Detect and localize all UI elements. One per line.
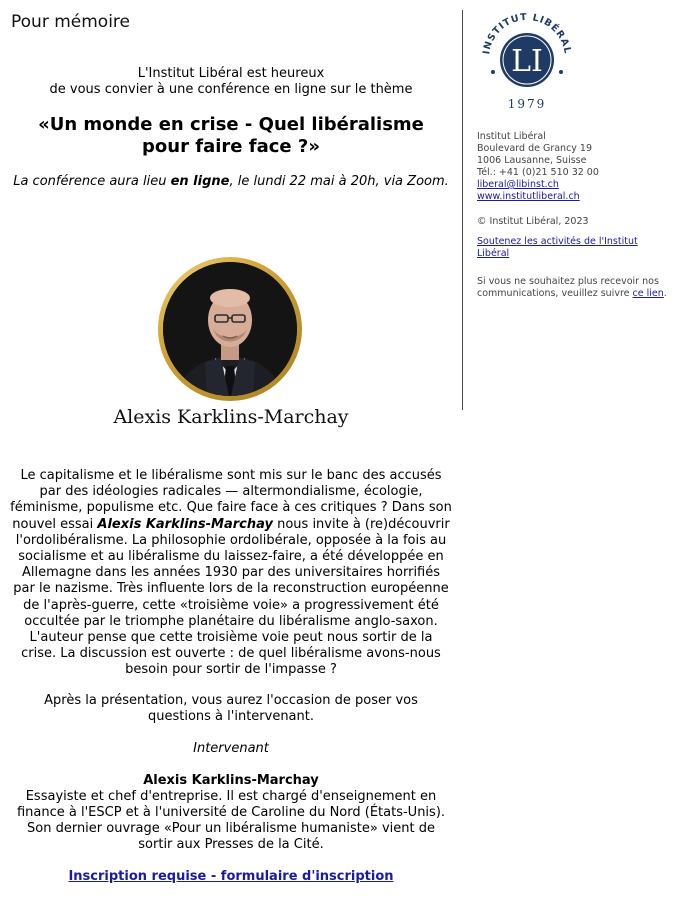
registration xyxy=(0,869,462,884)
speaker-photo-icon xyxy=(163,262,297,396)
unsubscribe-end: . xyxy=(663,288,667,299)
intro-text xyxy=(0,66,462,98)
event-date-line xyxy=(0,174,462,189)
intro-line-1: L'Institut Libéral est heureux xyxy=(137,66,325,81)
event-title-line-1: «Un monde en crise - Quel libéralisme xyxy=(38,114,424,135)
phone: Tél.: +41 (0)21 510 32 00 xyxy=(477,167,599,178)
logo-monogram: LI xyxy=(511,44,543,79)
qa-note-line-1: Après la présentation, vous aurez l'occasion de poser vos xyxy=(44,693,418,708)
intro-line-2: de vous convier à une conférence en ligne sur le thème xyxy=(49,82,413,97)
event-title xyxy=(0,114,462,158)
speaker-signature: Alexis Karklins-Marchay xyxy=(113,406,349,428)
speaker-bio-line-3: Son dernier ouvrage «Pour un libéralisme humaniste» vient de xyxy=(27,821,435,836)
speaker-bio-line-2: finance à l'ESCP et à l'université de Caroline du Nord (États-Unis). xyxy=(16,805,446,820)
event-date-online: en ligne xyxy=(170,174,230,189)
unsubscribe-note xyxy=(477,276,667,300)
email-link[interactable]: liberal@libinst.ch xyxy=(477,179,559,190)
speaker-portrait-frame xyxy=(158,257,302,401)
copyright: © Institut Libéral, 2023 xyxy=(477,216,589,227)
event-date-text-2: , le lundi 22 mai à 20h, via Zoom. xyxy=(229,174,449,189)
section-title: Pour mémoire xyxy=(11,12,130,32)
support-link[interactable]: Soutenez les activités de l'Institut Libéral xyxy=(477,236,638,259)
contact-address xyxy=(477,131,687,203)
speaker-name: Alexis Karklins-Marchay xyxy=(143,773,319,788)
qa-note xyxy=(0,693,462,725)
speaker-bio xyxy=(0,773,462,853)
event-date-text-1: La conférence aura lieu xyxy=(13,174,171,189)
city: 1006 Lausanne, Suisse xyxy=(477,155,587,166)
org-name: Institut Libéral xyxy=(477,131,546,142)
description-part-2: nous invite à (re)découvrir l'ordolibéralisme. La philosophie ordolibérale, opposée à la fois au socialisme et au libéralisme du laissez-faire, a été développée en Allemagne dans les années 1930 par des universitaires horrifiés par le nazisme. Très influente lors de la reconstruction européenne de l'après-guerre, cette «troisième voie» a progressivement été occultée par le triomphe planétaire du libéralisme anglo-saxon. L'auteur pense que cette troisième voie peut nous sortir de la crise. La discussion est ouverte : de quel libéralisme avons-nous besoin pour sortir de l'impasse ? xyxy=(13,516,450,678)
event-title-line-2: pour faire face ?» xyxy=(142,136,320,157)
description-part-1: Le capitalisme et le libéralisme sont mis sur le banc des accusés par des idéologies radicales — altermondialisme, écologie, féminisme, populisme etc. Que faire face à ces critiques ? Dans son nouvel essai xyxy=(10,468,452,532)
qa-note-line-2: questions à l'intervenant. xyxy=(147,709,314,724)
description-author: Alexis Karklins-Marchay xyxy=(97,516,273,532)
event-description xyxy=(10,468,452,679)
logo-top-text: INSTITUT LIBÉRAL xyxy=(481,11,573,56)
unsubscribe-link[interactable]: ce lien xyxy=(632,288,664,299)
speaker-label: Intervenant xyxy=(193,741,269,756)
column-divider xyxy=(462,10,463,410)
institut-liberal-logo xyxy=(477,8,577,112)
registration-link[interactable]: Inscription requise - formulaire d'inscription xyxy=(68,869,394,884)
support xyxy=(477,236,657,260)
speaker-portrait xyxy=(163,262,297,396)
logo-icon xyxy=(477,8,577,112)
website-link[interactable]: www.institutliberal.ch xyxy=(477,191,580,202)
logo-year: 1979 xyxy=(507,97,547,111)
speaker-bio-line-1: Essayiste et chef d'entreprise. Il est chargé d'enseignement en xyxy=(25,789,437,804)
unsubscribe-text: Si vous ne souhaitez plus recevoir nos communications, veuillez suivre xyxy=(477,276,659,299)
street: Boulevard de Grancy 19 xyxy=(477,143,593,154)
speaker-bio-line-4: sortir aux Presses de la Cité. xyxy=(138,837,324,852)
